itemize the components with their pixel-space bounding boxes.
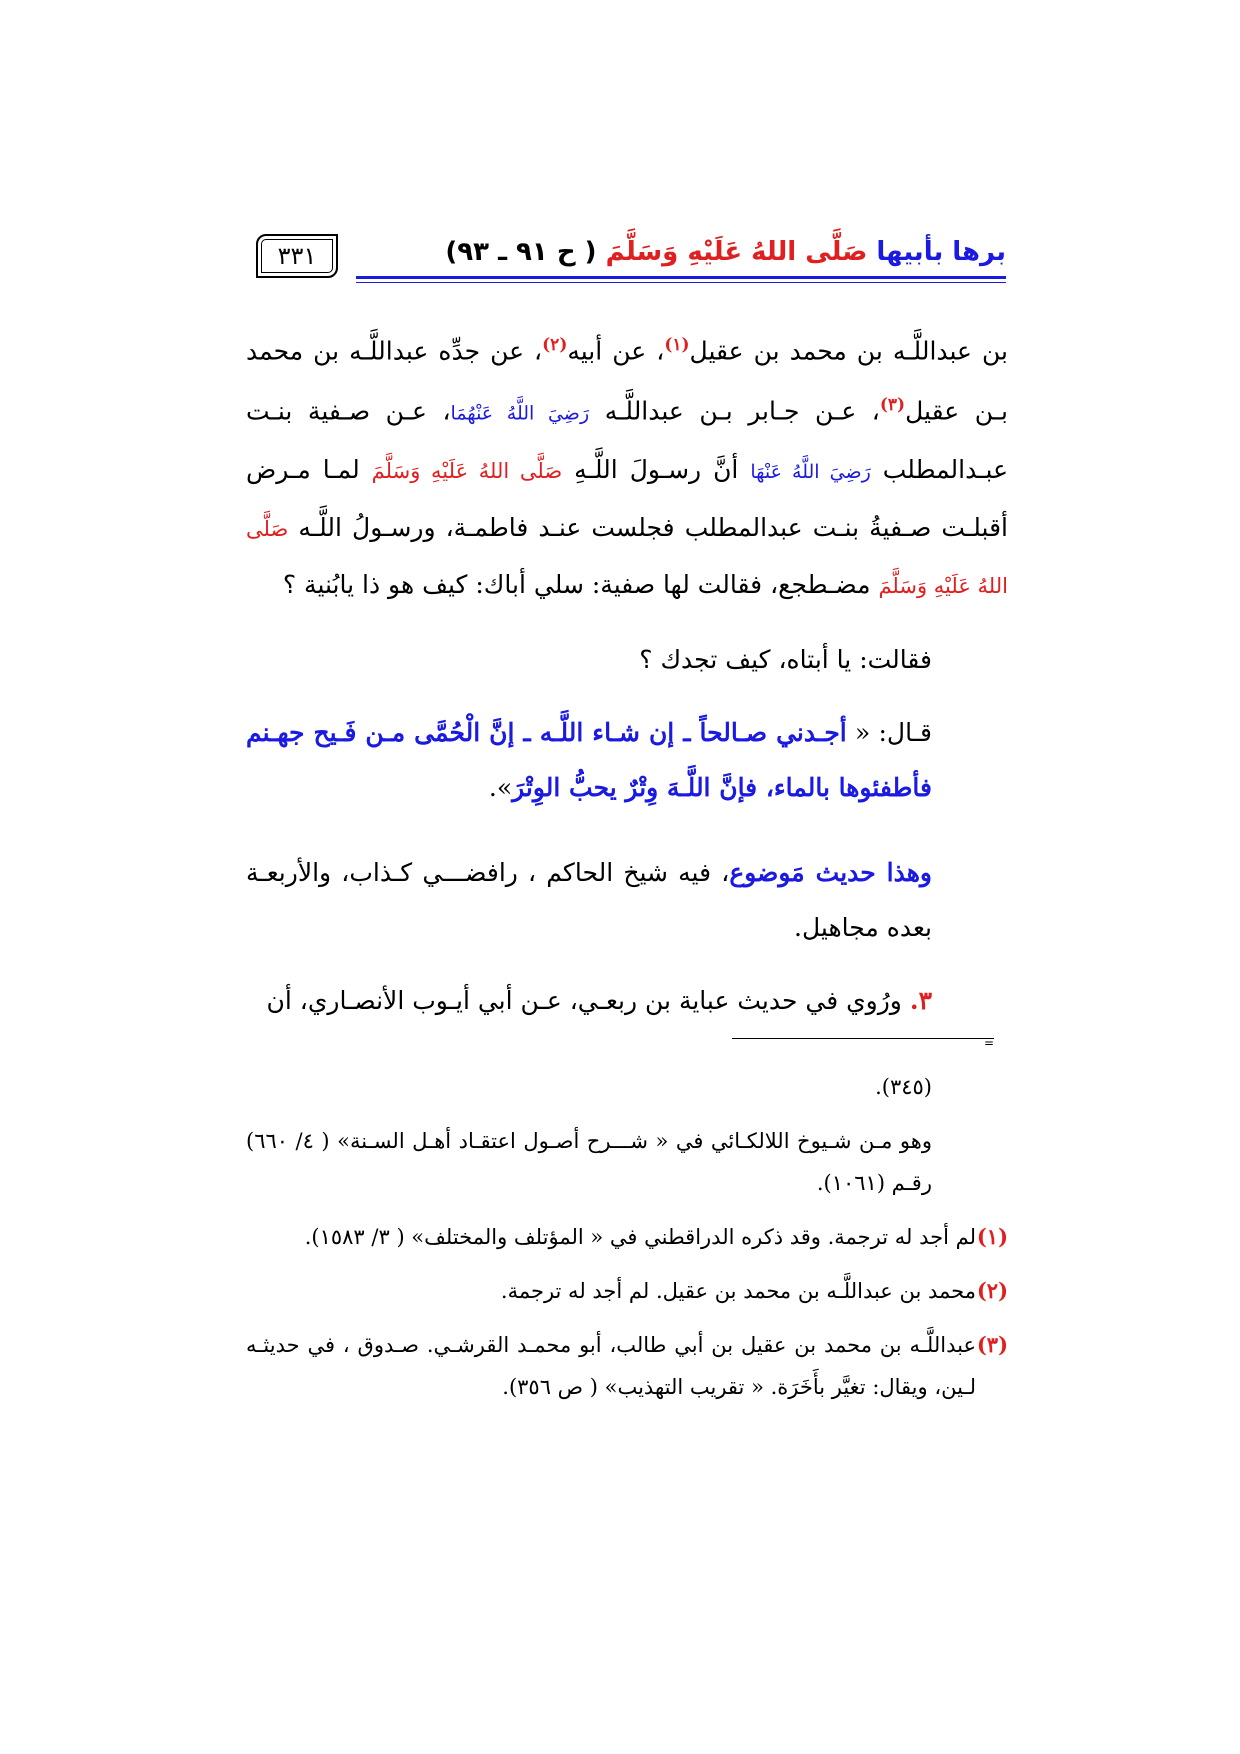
footnote-text: لم أجد له ترجمة. وقد ذكره الدراقطني في « المؤتلف والمختلف» ( ٣/ ١٥٨٣). <box>304 1225 976 1249</box>
hadith-quote: أجـدني صـالحاً ـ إن شـاء اللَّـه ـ إنَّ الْحُمَّى مـن فَـيح جهـنم فأطفئوها بالماء، فإنَّ اللَّـهَ وِتْرٌ يحبُّ الوِتْرَ <box>246 717 932 802</box>
footnote-2 <box>246 1270 1008 1312</box>
footnote-text: عبداللَّـه بن محمد بن عقيل بن أبي طالب، أبو محمـد القرشـي. صـدوق ، في حديثـه لـين، ويقال: تغيَّر بأَخَرَة. « تقريب التهذيب» ( ص ٣٥٦). <box>246 1333 976 1399</box>
honorific-radiyallahu-anha: رَضِيَ اللَّهُ عَنْهَا <box>750 460 871 483</box>
footnote-number: (١) <box>976 1224 1008 1249</box>
paragraph-prophet-quote <box>246 705 1008 815</box>
footnote-continuation: وهو مـن شـيوخ اللالكـائي في « شـــرح أصـول اعتقـاد أهـل السـنة» ( ٤/ ٦٦٠) رقـم (١٠٦١). <box>246 1129 932 1195</box>
header-honorific: صَلَّى اللهُ عَلَيْهِ وَسَلَّمَ <box>605 237 868 267</box>
page-number: ٣٣١ <box>256 234 338 278</box>
header-rule-thin <box>356 282 1006 283</box>
item-text: ورُوي في حديث عباية بن ربعـي، عـن أبي أيـوب الأنصـاري، أن <box>266 985 902 1015</box>
footnote-3 <box>246 1324 1008 1408</box>
footnote-ref-2: (٢) <box>542 335 568 355</box>
paragraph-ruling <box>246 845 1008 955</box>
text-span: بن عبداللَّـه بن محمد بن عقيل <box>689 336 1008 366</box>
quote-suffix: ». <box>488 772 513 802</box>
main-text <box>246 318 1008 1028</box>
footnote-continuation-mark: = <box>983 1036 994 1050</box>
footnote-ref-1: (١) <box>664 335 690 355</box>
footnote-1 <box>246 1216 1008 1258</box>
text-span: أنَّ رسـولَ اللَّـهِ <box>574 454 739 484</box>
item-number: ٣. <box>909 985 932 1015</box>
header-hadith-range: ( ح ٩١ ـ ٩٣) <box>445 237 597 267</box>
honorific-salla-allahu: صَلَّى اللهُ عَلَيْهِ وَسَلَّمَ <box>371 458 563 483</box>
paragraph-numbered <box>246 973 1008 1028</box>
footnotes <box>246 1066 1008 1408</box>
ruling-text: ، فيه شيخ الحاكم ، رافضـــي كـذاب، والأربعـة بعده مجاهيل. <box>246 857 932 942</box>
paragraph-question: فقالت: يا أبتاه، كيف تجدك ؟ <box>639 644 932 674</box>
text-span: ، عن أبيه <box>567 336 665 366</box>
footnote-text: محمد بن عبداللَّـه بن محمد بن عقيل. لم أجد له ترجمة. <box>500 1279 976 1303</box>
honorific-radiyallahu-anhuma: رَضِيَ اللَّهُ عَنْهُمَا <box>450 402 590 425</box>
footnote-separator <box>732 1038 994 1039</box>
header-title <box>445 232 1006 272</box>
page-header <box>256 232 1006 276</box>
text-span: لمـا مـرض أقبلـت صـفيةُ بنـت عبدالمطلب فجلست عنـد فاطمـة، ورسـولُ اللَّـه <box>246 454 1008 542</box>
footnote-ref-3: (٣) <box>879 395 906 416</box>
text-span: مضـطجع، فقالت لها صفية: سلي أباك: كيف هو ذا يابُنية ؟ <box>282 569 871 599</box>
ruling-highlight: وهذا حديث مَوضوع <box>729 857 932 887</box>
footnote-number: (٣) <box>976 1332 1008 1357</box>
paragraph-narration <box>246 318 1008 614</box>
quote-prefix: قـال: « <box>854 717 932 747</box>
footnote-continuation: (٣٤٥). <box>875 1075 932 1099</box>
text-span: ، عـن صـفية بنـت عبـدالمطلب <box>246 396 1009 484</box>
text-span: ، عن جدِّه عبداللَّـه بن محمد بـن عقيل <box>246 336 1009 426</box>
header-title-main: برها بأبيها <box>876 237 1006 267</box>
honorific-salla-allahu: صَلَّى اللهُ عَلَيْهِ وَسَلَّمَ <box>246 516 1008 598</box>
header-rule <box>356 276 1006 279</box>
text-span: ، عـن جـابر بـن عبداللَّـه <box>604 396 880 426</box>
footnote-number: (٢) <box>976 1278 1008 1303</box>
